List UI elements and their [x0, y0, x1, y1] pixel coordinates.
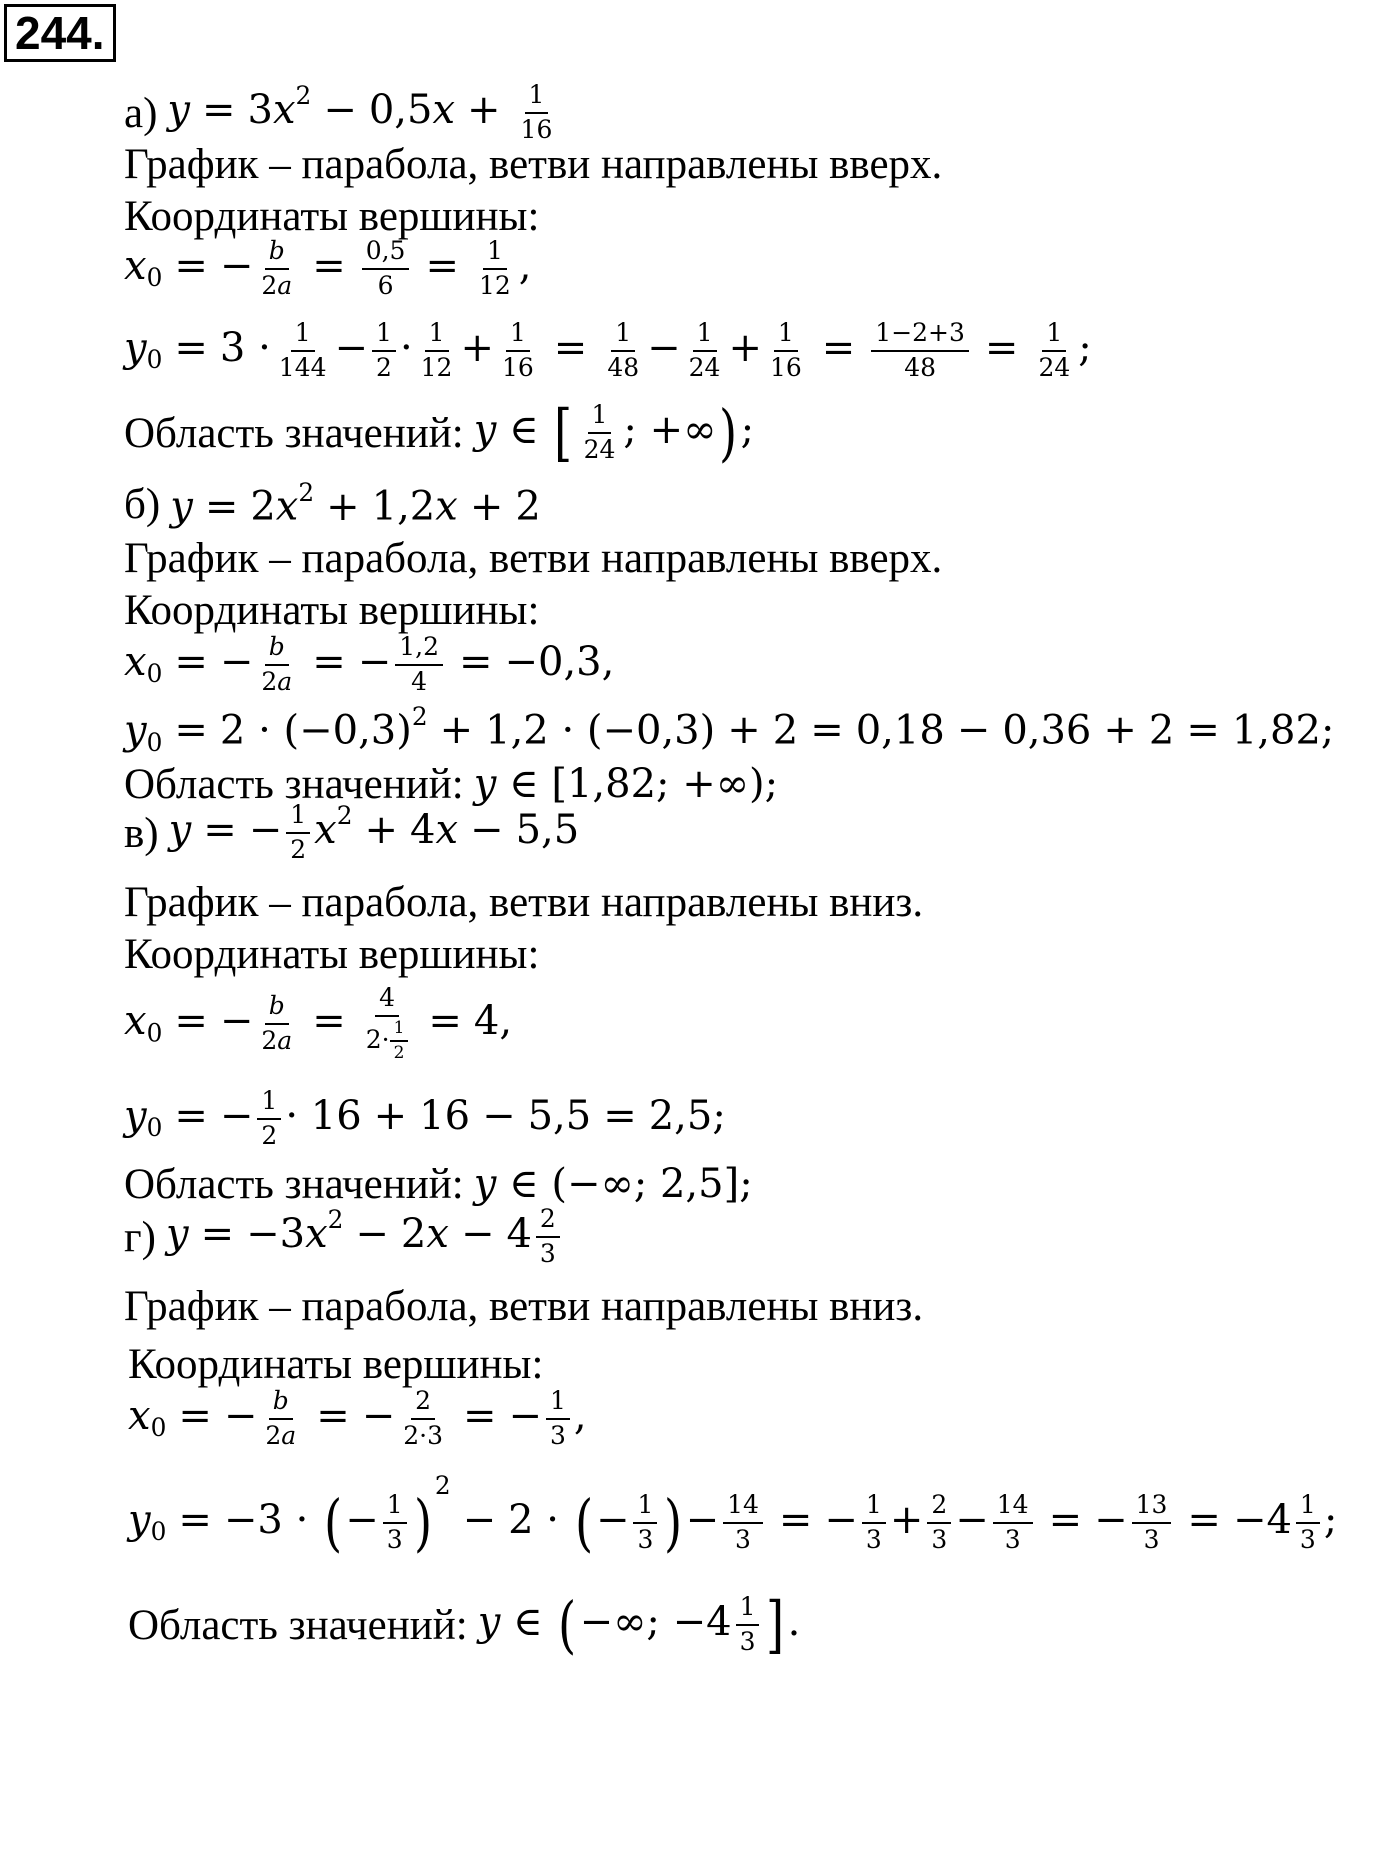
part-b-function: б) $y = 2x^2 + 1,2x + 2$: [124, 478, 541, 530]
part-c-range: Область значений: y ∈ (−∞; 2,5];: [124, 1160, 753, 1208]
part-d-y0: $y_0 = -3$ · (− $\frac{1}{3}$ )$^2$− 2 · (− $\frac{1}{3}$ )− $\frac{14}{3}$ = − $\frac{1}{3}$ + $\frac{2}{3}$ − $\frac{14}{3}$ = − $\frac{13}{3}$ = −4 $\frac{1}{3}$ ;: [128, 1471, 1338, 1559]
part-c-vertex-text: Координаты вершины:: [124, 930, 540, 978]
part-a-x0: $x_0$ = − $\frac{b}{2a}$ = $\frac{0,5}{6}$ = $\frac{1}{12}$ ,: [124, 236, 532, 300]
part-c-function: в) y = − $\frac{1}{2}$ $x^2 + 4x - 5,5$: [124, 800, 580, 864]
part-d-x0: $x_0$ = − $\frac{b}{2a}$ = − $\frac{2}{2\cdot 3}$ = − $\frac{1}{3}$ ,: [128, 1386, 587, 1450]
part-b-y0: $y_0 = 2 \cdot (-0,3)^2 + 1,2 \cdot (-0,3) + 2 = 0,18 - 0,36 + 2 = 1,82$;: [124, 701, 1335, 757]
part-a-function: а) $y = 3x^2 - 0,5x$ + $\frac{1}{16}$: [124, 80, 553, 144]
part-a-y0: $y_0 = 3$ · $\frac{1}{144}$ − $\frac{1}{2}$ · $\frac{1}{12}$ + $\frac{1}{16}$ = $\frac{1}{48}$ − $\frac{1}{24}$ + $\frac{1}{16}$ = $\frac{1-2+3}{48}$ = $\frac{1}{24}$ ;: [124, 318, 1092, 382]
part-b-vertex-text: Координаты вершины:: [124, 586, 540, 634]
part-a-range: Область значений: y ∈ [ $\frac{1}{24}$ ; +∞);: [124, 396, 755, 469]
part-c-y0: $y_0$ = − $\frac{1}{2}$ · 16 + 16 − 5,5 = 2,5;: [124, 1086, 726, 1150]
part-a-graph-text: График – парабола, ветви направлены вверх.: [124, 140, 943, 188]
part-d-range: Область значений: y ∈ (−∞; −4 $\frac{1}{3}$ ].: [128, 1588, 801, 1661]
part-d-label: г): [124, 1213, 156, 1261]
part-c-x0: $x_0$ = − $\frac{b}{2a}$ = 4 2· $\frac{1}{2}$ = 4,: [124, 983, 513, 1064]
part-d-vertex-text: Координаты вершины:: [128, 1340, 544, 1388]
part-d-graph-text: График – парабола, ветви направлены вниз.: [124, 1282, 924, 1330]
part-d-function: г) $y = -3x^2 - 2x - 4$ $\frac{2}{3}$: [124, 1196, 1380, 1278]
part-c-label: в): [124, 809, 159, 857]
part-b-label: б): [124, 480, 161, 528]
part-b-range: Область значений: y ∈ [1,82; +∞);: [124, 760, 779, 808]
part-b-graph-text: График – парабола, ветви направлены вверх.: [124, 534, 943, 582]
part-c-graph-text: График – парабола, ветви направлены вниз.: [124, 878, 924, 926]
part-b-x0: $x_0$ = − $\frac{b}{2a}$ = − $\frac{1,2}{4}$ = −0,3,: [124, 632, 615, 696]
part-a-vertex-text: Координаты вершины:: [124, 192, 540, 240]
part-a-label: а): [124, 89, 158, 137]
problem-number: 244.: [4, 4, 116, 62]
